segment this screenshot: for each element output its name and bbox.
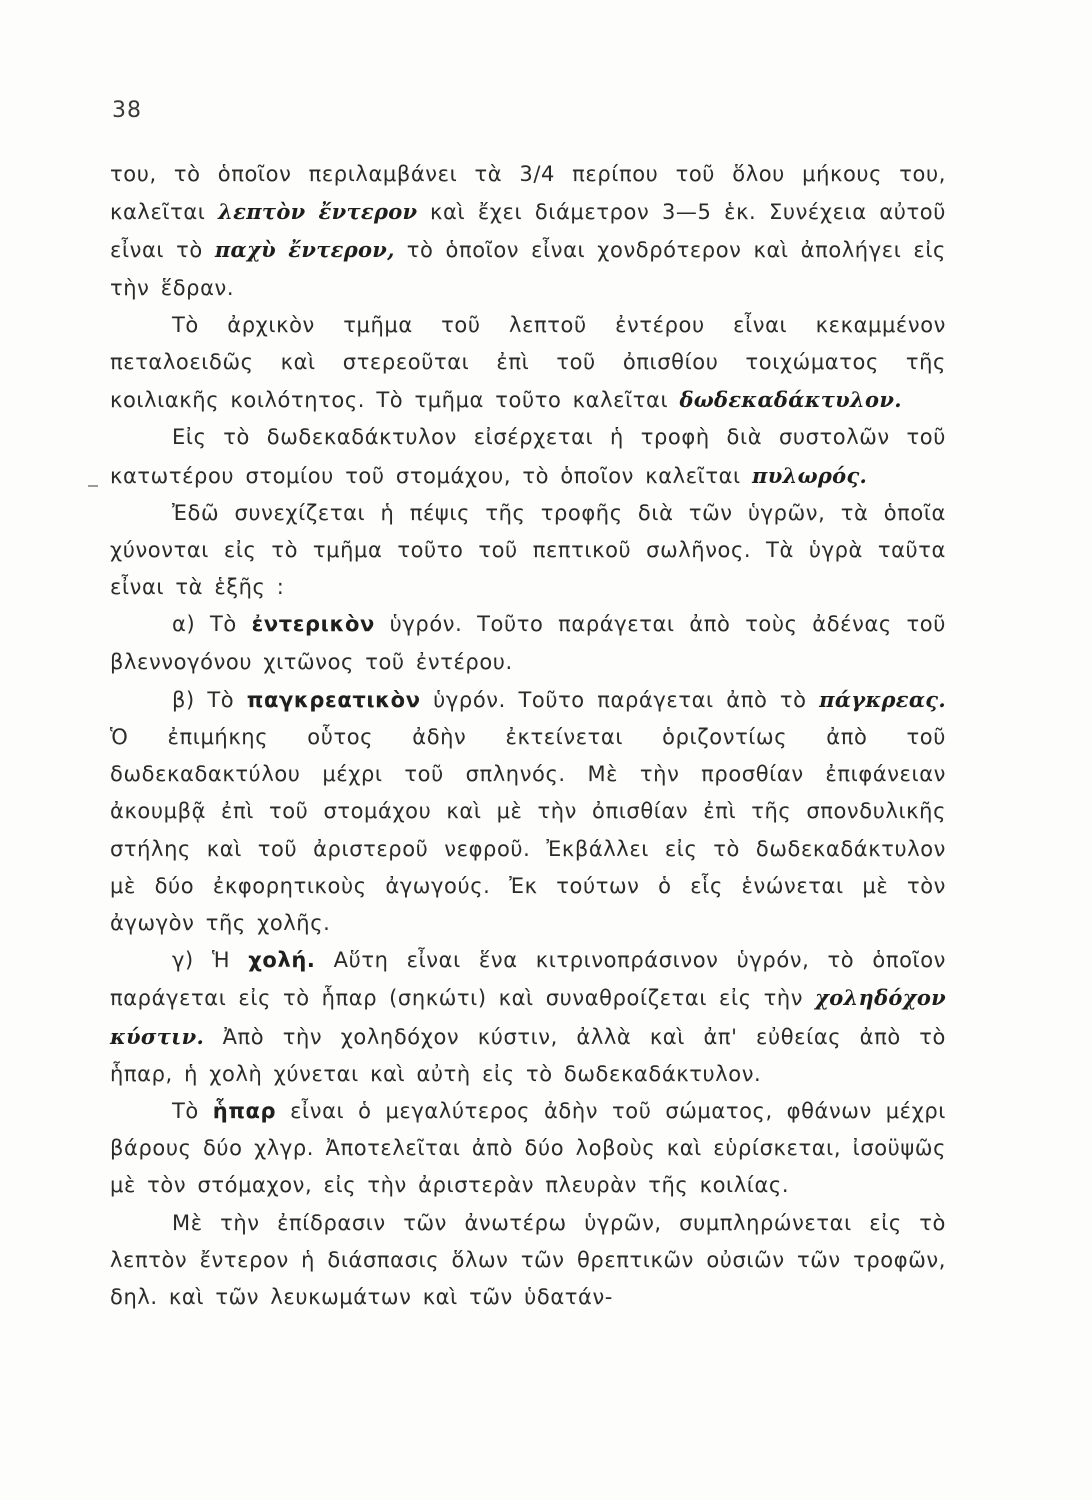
paragraph-p5: [110, 606, 946, 680]
paragraph-text: Ἀπὸ τὴν χοληδόχον κύστιν, ἀλλὰ καὶ ἀπ' εὐθείας ἀπὸ τὸ ἧπαρ, ἡ χολὴ χύνεται καὶ αὐτὴ εἰς τὸ δωδεκαδάκτυλον.: [110, 1024, 946, 1086]
paragraph-text: γ) Ἡ: [172, 948, 249, 973]
emphasized-term: πυλωρός.: [752, 462, 868, 488]
page-number: 38: [112, 98, 142, 123]
bold-term: χολή.: [248, 948, 316, 973]
paragraph-p1: [110, 156, 946, 307]
margin-mark: [88, 485, 98, 487]
paragraph-text: Εἰς τὸ δωδεκαδάκτυλον εἰσέρχεται ἡ τροφὴ διὰ συστολῶν τοῦ κατωτέρου στομίου τοῦ στομάχου, τὸ ὁποῖον καλεῖται: [110, 425, 946, 488]
paragraph-p8: [110, 1093, 946, 1205]
emphasized-term: πάγκρεας.: [819, 686, 946, 712]
paragraph-p4: [110, 495, 946, 607]
emphasized-term: λεπτὸν ἔντερον: [218, 199, 418, 225]
paragraph-p2: [110, 307, 946, 420]
bold-term: ἐντερικὸν: [251, 612, 375, 637]
paragraph-p6: [110, 681, 946, 942]
body-text: [110, 156, 946, 1316]
emphasized-term: χοληδόχον κύστιν.: [110, 985, 946, 1049]
bold-term: ἧπαρ: [212, 1099, 277, 1124]
paragraph-text: ὑγρόν. Τοῦτο παράγεται ἀπὸ τὸ: [420, 687, 820, 712]
paragraph-text: α) Τὸ: [172, 612, 252, 637]
paragraph-text: τὸ ὁποῖον εἶναι χονδρότερον καὶ ἀπολήγει εἰς τὴν ἕδραν.: [110, 238, 946, 300]
paragraph-text: Ὁ ἐπιμήκης οὗτος ἀδὴν ἐκτείνεται ὁριζοντίως ἀπὸ τοῦ δωδεκαδακτύλου μέχρι τοῦ σπληνός. Μὲ τὴν προσθίαν ἐπιφάνειαν ἀκουμβᾷ ἐπὶ τοῦ στομάχου καὶ μὲ τὴν ὀπισθίαν ἐπὶ τῆς σπονδυλικῆς στήλης καὶ τοῦ ἀριστεροῦ νεφροῦ. Ἐκβάλλει εἰς τὸ δωδεκαδάκτυλον μὲ δύο ἐκφορητικοὺς ἀγωγούς. Ἐκ τούτων ὁ εἷς ἑνώνεται μὲ τὸν ἀγωγὸν τῆς χολῆς.: [110, 725, 946, 936]
paragraph-p7: [110, 942, 946, 1093]
emphasized-term: παχὺ ἔντερον,: [214, 237, 395, 263]
emphasized-term: δωδεκαδάκτυλον.: [679, 387, 902, 413]
paragraph-text: του, τὸ ὁποῖον περιλαμβάνει τὰ 3/4 περίπου τοῦ ὅλου μήκους του, καλεῖται: [110, 162, 946, 225]
paragraph-p3: [110, 419, 946, 494]
paragraph-text: Τὸ: [172, 1099, 213, 1124]
paragraph-text: Μὲ τὴν ἐπίδρασιν τῶν ἀνωτέρω ὑγρῶν, συμπληρώνεται εἰς τὸ λεπτὸν ἔντερον ἡ διάσπασις ὅλων τῶν θρεπτικῶν οὐσιῶν τῶν τροφῶν, δηλ. καὶ τῶν λευκωμάτων καὶ τῶν ὑδατάν-: [110, 1210, 946, 1310]
paragraph-text: β) Τὸ: [172, 687, 247, 712]
paragraph-text: Ἐδῶ συνεχίζεται ἡ πέψις τῆς τροφῆς διὰ τῶν ὑγρῶν, τὰ ὁποῖα χύνονται εἰς τὸ τμῆμα τοῦτο τοῦ πεπτικοῦ σωλῆνος. Τὰ ὑγρὰ ταῦτα εἶναι τὰ ἑξῆς :: [110, 500, 946, 600]
paragraph-text: ὑγρόν. Τοῦτο παράγεται ἀπὸ τοὺς ἀδένας τοῦ βλεννογόνου χιτῶνος τοῦ ἐντέρου.: [110, 612, 946, 674]
paragraph-p9: [110, 1205, 946, 1317]
paragraph-text: εἶναι ὁ μεγαλύτερος ἀδὴν τοῦ σώματος, φθάνων μέχρι βάρους δύο χλγρ. Ἀποτελεῖται ἀπὸ δύο λοβοὺς καὶ εὑρίσκεται, ἰσοϋψῶς μὲ τὸν στόμαχον, εἰς τὴν ἀριστερὰν πλευρὰν τῆς κοιλίας.: [110, 1099, 946, 1198]
paragraph-text: Αὕτη εἶναι ἕνα κιτρινοπράσινον ὑγρόν, τὸ ὁποῖον παράγεται εἰς τὸ ἧπαρ (σηκώτι) καὶ συναθροίζεται εἰς τὴν: [110, 948, 946, 1011]
paragraph-text: Τὸ ἀρχικὸν τμῆμα τοῦ λεπτοῦ ἐντέρου εἶναι κεκαμμένον πεταλοειδῶς καὶ στερεοῦται ἐπὶ τοῦ ὀπισθίου τοιχώματος τῆς κοιλιακῆς κοιλότητος. Τὸ τμῆμα τοῦτο καλεῖται: [110, 312, 946, 413]
paragraph-text: καὶ ἔχει διάμετρον 3—5 ἑκ. Συνέχεια αὐτοῦ εἶναι τὸ: [110, 200, 946, 263]
bold-term: παγκρεατικὸν: [246, 687, 421, 712]
